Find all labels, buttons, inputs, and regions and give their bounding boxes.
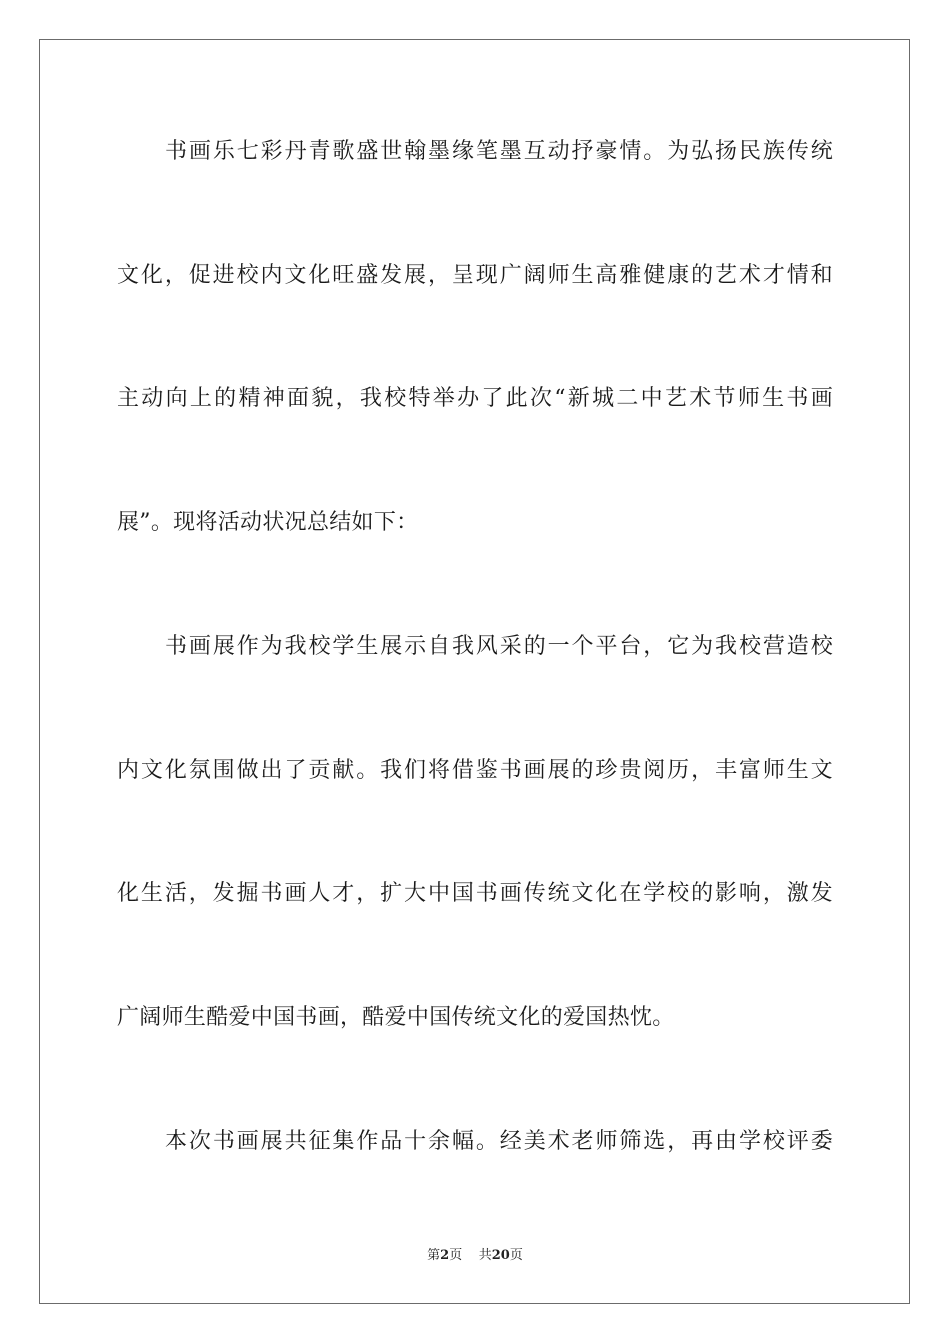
- paragraph-1-line-3: 主动向上的精神面貌，我校特举办了此次“新城二中艺术节师生书画: [117, 386, 833, 411]
- paragraph-1-line-1: 书画乐七彩丹青歌盛世翰墨缘笔墨互动抒豪情。为弘扬民族传统: [165, 139, 833, 164]
- paragraph-2-line-4: 广阔师生酷爱中国书画，酷爱中国传统文化的爱国热忱。: [117, 1005, 675, 1030]
- footer-prefix: 第: [427, 1248, 441, 1263]
- total-page-count: 20: [491, 1248, 510, 1263]
- paragraph-1-line-4: 展”。现将活动状况总结如下：: [117, 510, 419, 535]
- footer-total-prefix: 共: [478, 1248, 492, 1263]
- page-border: [39, 39, 910, 1304]
- footer-page-unit: 页: [449, 1248, 463, 1263]
- paragraph-1-line-2: 文化，促进校内文化旺盛发展，呈现广阔师生高雅健康的艺术才情和: [117, 263, 833, 288]
- paragraph-2-line-2: 内文化氛围做出了贡献。我们将借鉴书画展的珍贵阅历，丰富师生文: [117, 758, 833, 783]
- footer-total-unit: 页: [509, 1248, 523, 1263]
- paragraph-2-line-1: 书画展作为我校学生展示自我风采的一个平台，它为我校营造校: [165, 634, 833, 659]
- page-number-footer: [0, 1247, 950, 1265]
- paragraph-2-line-3: 化生活，发掘书画人才，扩大中国书画传统文化在学校的影响，激发: [117, 881, 833, 906]
- current-page-number: 2: [440, 1248, 450, 1263]
- paragraph-3-line-1: 本次书画展共征集作品十余幅。经美术老师筛选，再由学校评委: [165, 1129, 833, 1154]
